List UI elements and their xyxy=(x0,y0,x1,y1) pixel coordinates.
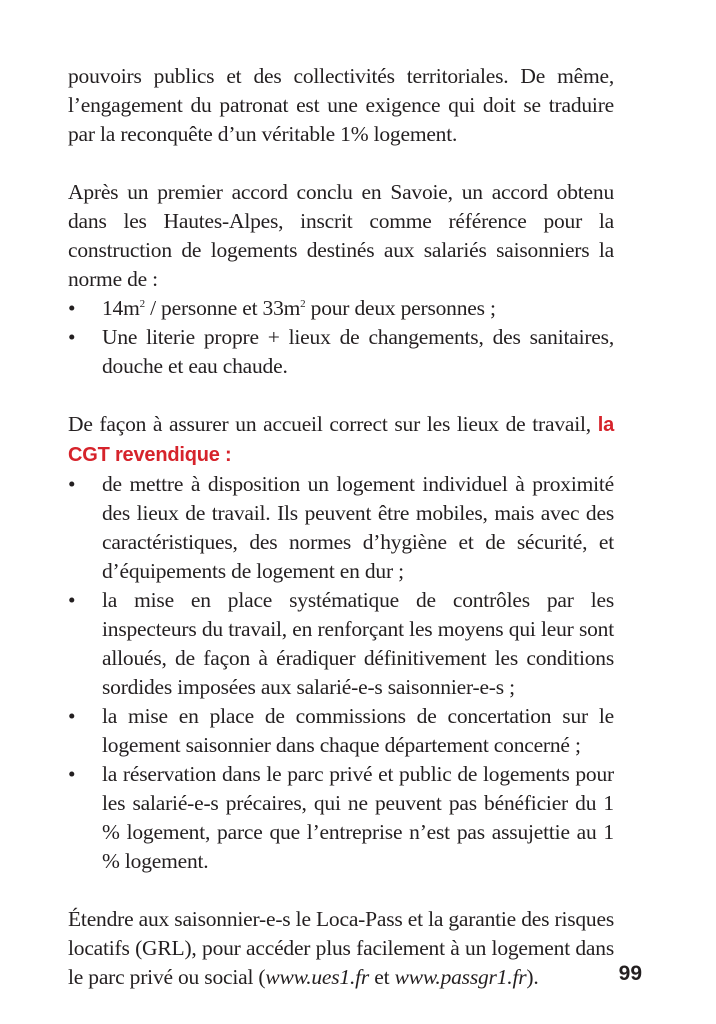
bullet-icon: • xyxy=(68,296,76,320)
link-ues1: www.ues1.fr xyxy=(265,965,370,989)
paragraph-cgt-demands: De façon à assurer un accueil correct sur les lieux de travail, la CGT revendique : xyxy=(68,412,614,466)
bullet-icon: • xyxy=(68,588,76,612)
list-item: • la mise en place systématique de contrôles par les inspecteurs du travail, en renforçant les moyens qui leur sont alloués, de façon à éradiquer définitivement les conditions sordides imposées aux salarié-e-s saisonnier-e-s ; xyxy=(68,588,614,699)
bullet-icon: • xyxy=(68,704,76,728)
list-item: • la mise en place de commissions de concertation sur le logement saisonnier dans chaque département concerné ; xyxy=(68,704,614,757)
norm-list xyxy=(68,294,614,381)
body-text xyxy=(68,62,614,992)
bullet-icon: • xyxy=(68,472,76,496)
bullet-icon: • xyxy=(68,762,76,786)
list-item: • $14m^2$ / personne et $33m^2$ pour deux personnes ; xyxy=(68,294,614,323)
page-number: 99 xyxy=(618,962,642,985)
paragraph-accord: Après un premier accord conclu en Savoie, un accord obtenu dans les Hautes-Alpes, inscrit comme référence pour la construction de logements destinés aux salariés saisonniers la norme de : xyxy=(68,180,614,291)
demands-list xyxy=(68,470,614,876)
list-item: • la réservation dans le parc privé et public de logements pour les salarié-e-s précaires, qui ne peuvent pas bénéficier du 1 % logement, parce que l’entreprise n’est pas assujettie au 1 % logement. xyxy=(68,762,614,873)
paragraph-loca-pass: Étendre aux saisonnier-e-s le Loca-Pass et la garantie des risques locatifs (GRL), pour accéder plus facilement à un logement dans le parc privé ou social (www.ues1.fr et www.passgr1.fr). xyxy=(68,907,614,989)
paragraph-intro-continued: pouvoirs publics et des collectivités territoriales. De même, l’engagement du patronat est une exigence qui doit se traduire par la reconquête d’un véritable 1% logement. xyxy=(68,64,614,146)
highlight-cgt-revendique: la CGT revendique : xyxy=(68,414,614,466)
bullet-icon: • xyxy=(68,325,76,349)
list-item: • de mettre à disposition un logement individuel à proximité des lieux de travail. Ils peuvent être mobiles, mais avec des caractéristiques, des normes d’hygiène et de sécurité, et d’équipements de logement en dur ; xyxy=(68,472,614,583)
link-passgr1: www.passgr1.fr xyxy=(394,965,527,989)
list-item: • Une literie propre + lieux de changements, des sanitaires, douche et eau chaude. xyxy=(68,325,614,378)
